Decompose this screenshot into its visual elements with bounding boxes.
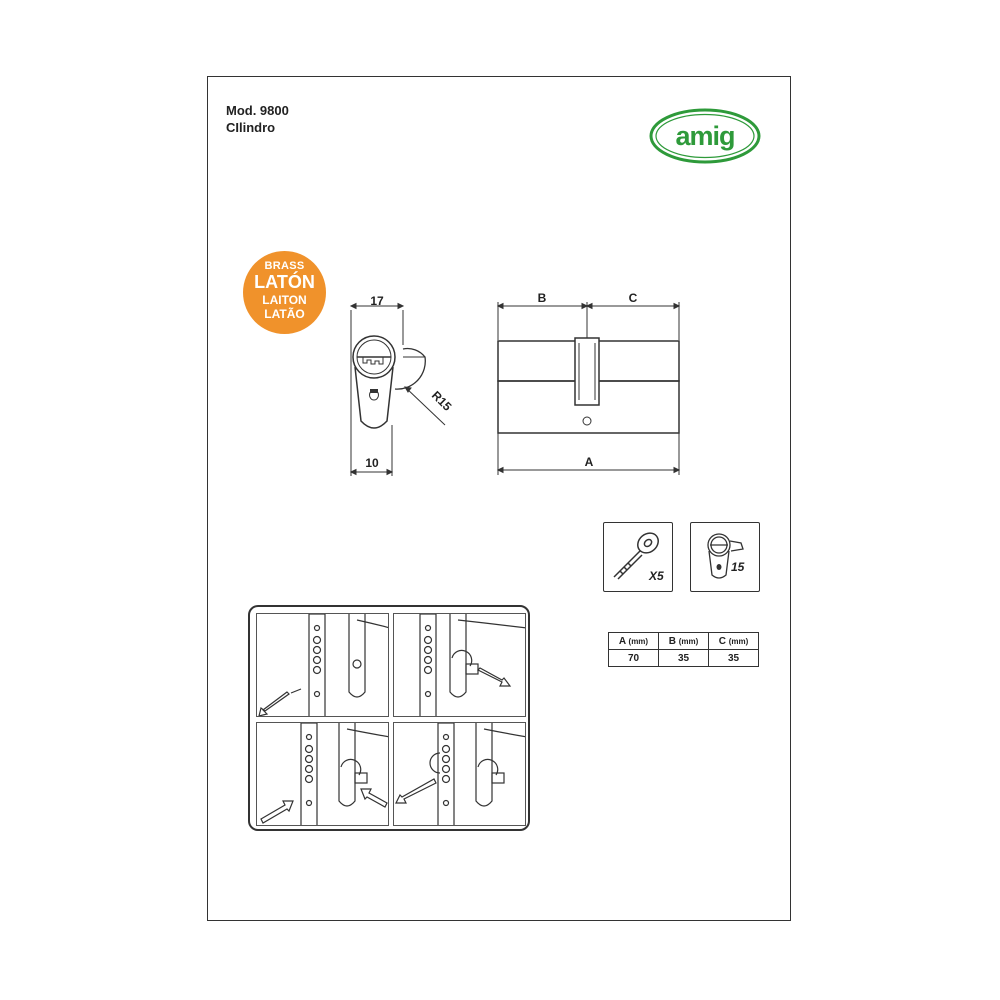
dim-b-label: B [537,291,547,305]
installation-steps [248,605,530,831]
title-block [226,102,289,136]
step-4-fix-screw [393,722,526,826]
material-line-2: LATÓN [254,272,315,292]
step-2-turn-key [393,613,526,717]
table-header-a: A (mm) [609,633,659,650]
dim-width-bottom: 10 [365,456,379,470]
table-header-c: C (mm) [709,633,759,650]
brand-logo-text: amig [675,121,735,151]
material-line-1: BRASS [264,260,305,272]
material-badge [243,251,326,334]
cylinder-side-view [493,288,688,478]
product-name: CIlindro [226,120,276,135]
dimensions-table [608,632,759,667]
cam-icon [691,523,759,591]
step-3-illustration [257,723,389,826]
dim-width-top: 17 [370,294,384,308]
table-cell-a: 70 [609,650,659,667]
keys-count: X5 [649,569,664,583]
step-3-insert-cylinder [256,722,389,826]
keys-info-box [603,522,673,592]
dim-c-label: C [628,291,638,305]
table-header-b: B (mm) [659,633,709,650]
model-number: Mod. 9800 [226,103,289,118]
step-4-illustration [394,723,526,826]
cylinder-front-view [345,285,465,480]
cam-value: 15 [731,560,745,574]
table-cell-c: 35 [709,650,759,667]
material-line-3: LAITON [262,293,307,307]
step-1-remove-screw [256,613,389,717]
dim-radius: R15 [428,388,455,414]
step-2-illustration [394,614,526,717]
table-header-row [609,633,759,650]
brand-logo [648,107,762,165]
table-cell-b: 35 [659,650,709,667]
material-line-4: LATÃO [264,307,305,321]
table-row [609,650,759,667]
step-1-illustration [257,614,389,717]
dim-a-label: A [584,455,594,469]
key-icon [604,523,672,591]
cam-info-box [690,522,760,592]
